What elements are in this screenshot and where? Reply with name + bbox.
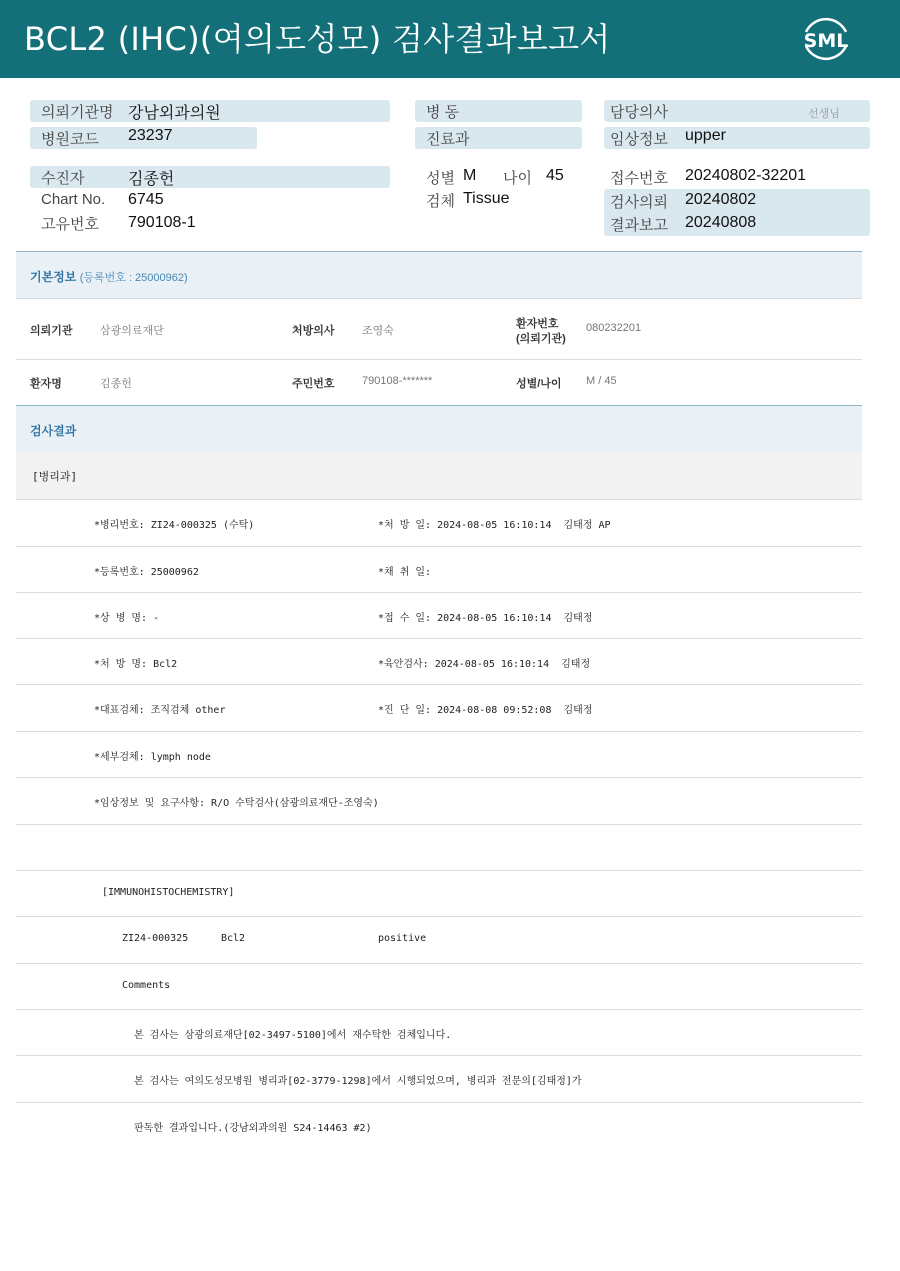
- patient-name-value: 김종헌: [100, 378, 132, 390]
- basic-institution-label: 의뢰기관: [30, 325, 73, 337]
- sml-logo: [798, 12, 854, 64]
- report-label: 결과보고: [610, 217, 668, 234]
- results-title: 검사결과: [30, 424, 77, 438]
- result-row-3: [16, 593, 862, 639]
- result-row-1-left: *병리번호: ZI24-000325 (수탁): [94, 520, 255, 531]
- unique-label: 고유번호: [41, 216, 99, 233]
- ihc-result-row: [16, 917, 862, 964]
- age-label: 나이: [503, 170, 532, 187]
- comments-label: Comments: [122, 980, 171, 991]
- report-value: 20240808: [685, 214, 757, 231]
- results-header: [16, 406, 862, 452]
- chart-value: 6745: [128, 191, 164, 208]
- ihc-title-row: [16, 871, 862, 917]
- report-title: BCL2 (IHC)(여의도성모) 검사결과보고서: [24, 20, 611, 58]
- chart-label: Chart No.: [41, 191, 106, 208]
- result-row-7: [16, 778, 862, 825]
- ihc-result: positive: [378, 933, 427, 944]
- result-row-4: [16, 639, 862, 685]
- department-label: 진료과: [426, 131, 470, 148]
- result-row-1: [16, 500, 862, 547]
- patient-no-label-1: 환자번호: [516, 318, 559, 330]
- comment-3: 판독한 결과입니다.(강남외과의원 S24-14463 #2): [134, 1123, 372, 1134]
- result-row-2: [16, 547, 862, 593]
- basic-info-row-1: [16, 298, 862, 360]
- result-row-5: [16, 685, 862, 732]
- result-row-5-left: *대표검체: 조직검체 other: [94, 705, 226, 716]
- sex-value: M: [463, 167, 477, 184]
- result-row-5-right: *진 단 일: 2024-08-08 09:52:08 김태정: [378, 705, 593, 716]
- institution-label: 의뢰기관명: [41, 104, 114, 121]
- basic-info-title: 기본정보: [30, 270, 77, 284]
- result-row-4-right: *육안검사: 2024-08-05 16:10:14 김태정: [378, 659, 591, 670]
- institution-value: 강남외과의원: [128, 105, 221, 122]
- result-row-3-left: *상 병 명: -: [94, 613, 160, 624]
- comment-row-1: [16, 1010, 862, 1056]
- specimen-label: 검체: [426, 193, 455, 210]
- result-row-2-right: *채 취 일:: [378, 567, 432, 578]
- prescriber-label: 처방의사: [292, 325, 335, 337]
- rrn-label: 주민번호: [292, 378, 335, 390]
- specimen-value: Tissue: [463, 190, 510, 207]
- rrn-value: 790108-*******: [362, 375, 433, 387]
- prescriber-value: 조영숙: [362, 325, 394, 337]
- basic-info-row-2: [16, 359, 862, 406]
- patient-value: 김종헌: [128, 171, 175, 188]
- report-header: [0, 0, 900, 78]
- result-row-blank: [16, 825, 862, 871]
- receipt-value: 20240802-32201: [685, 167, 807, 184]
- ihc-title: [IMMUNOHISTOCHEMISTRY]: [102, 887, 235, 898]
- hospital-code-value: 23237: [128, 127, 173, 144]
- basic-info-header: [16, 251, 862, 298]
- result-row-7-left: *임상정보 및 요구사항: R/O 수탁검사(삼광의료재단-조영숙): [94, 798, 379, 809]
- logo-text: SML: [803, 30, 849, 52]
- ihc-marker: Bcl2: [221, 933, 246, 944]
- comment-2: 본 검사는 여의도성모병원 병리과[02-3779-1298]에서 시행되었으며, 병리과 전문의[김태정]가: [134, 1076, 582, 1087]
- doctor-label: 담당의사: [610, 104, 668, 121]
- result-row-6: [16, 732, 862, 778]
- comments-row: [16, 964, 862, 1010]
- clinical-label: 임상정보: [610, 131, 668, 148]
- comment-1: 본 검사는 삼광의료재단[02-3497-5100]에서 재수탁한 검체입니다.: [134, 1030, 452, 1041]
- sexage-label: 성별/나이: [516, 378, 562, 390]
- receipt-label: 접수번호: [610, 170, 668, 187]
- patient-no-value: 080232201: [586, 322, 642, 334]
- request-label: 검사의뢰: [610, 194, 668, 211]
- unique-value: 790108-1: [128, 214, 196, 231]
- ward-label: 병 동: [426, 104, 460, 121]
- basic-info-subtitle: (등록번호 : 25000962): [79, 272, 188, 284]
- patient-no-label-2: (의뢰기관): [516, 333, 566, 345]
- ihc-id: ZI24-000325: [122, 933, 189, 944]
- hospital-code-label: 병원코드: [41, 131, 99, 148]
- clinical-value: upper: [685, 127, 726, 144]
- department-bar: [16, 452, 862, 500]
- result-row-2-left: *등록번호: 25000962: [94, 567, 199, 578]
- comment-row-2: [16, 1056, 862, 1103]
- age-value: 45: [546, 167, 564, 184]
- result-row-1-right: *처 방 일: 2024-08-05 16:10:14 김태정 AP: [378, 520, 611, 531]
- comment-row-3: [16, 1103, 862, 1148]
- patient-name-label: 환자명: [30, 378, 62, 390]
- request-value: 20240802: [685, 191, 757, 208]
- basic-institution-value: 삼광의료재단: [100, 325, 164, 337]
- sex-label: 성별: [426, 170, 455, 187]
- patient-label: 수진자: [41, 170, 85, 187]
- result-row-4-left: *처 방 명: Bcl2: [94, 659, 178, 670]
- department-text: [병리과]: [32, 470, 78, 483]
- doctor-suffix: 선생님: [808, 108, 840, 120]
- result-row-3-right: *접 수 일: 2024-08-05 16:10:14 김태정: [378, 613, 593, 624]
- result-row-6-left: *세부검체: lymph node: [94, 752, 211, 763]
- sexage-value: M / 45: [586, 375, 617, 387]
